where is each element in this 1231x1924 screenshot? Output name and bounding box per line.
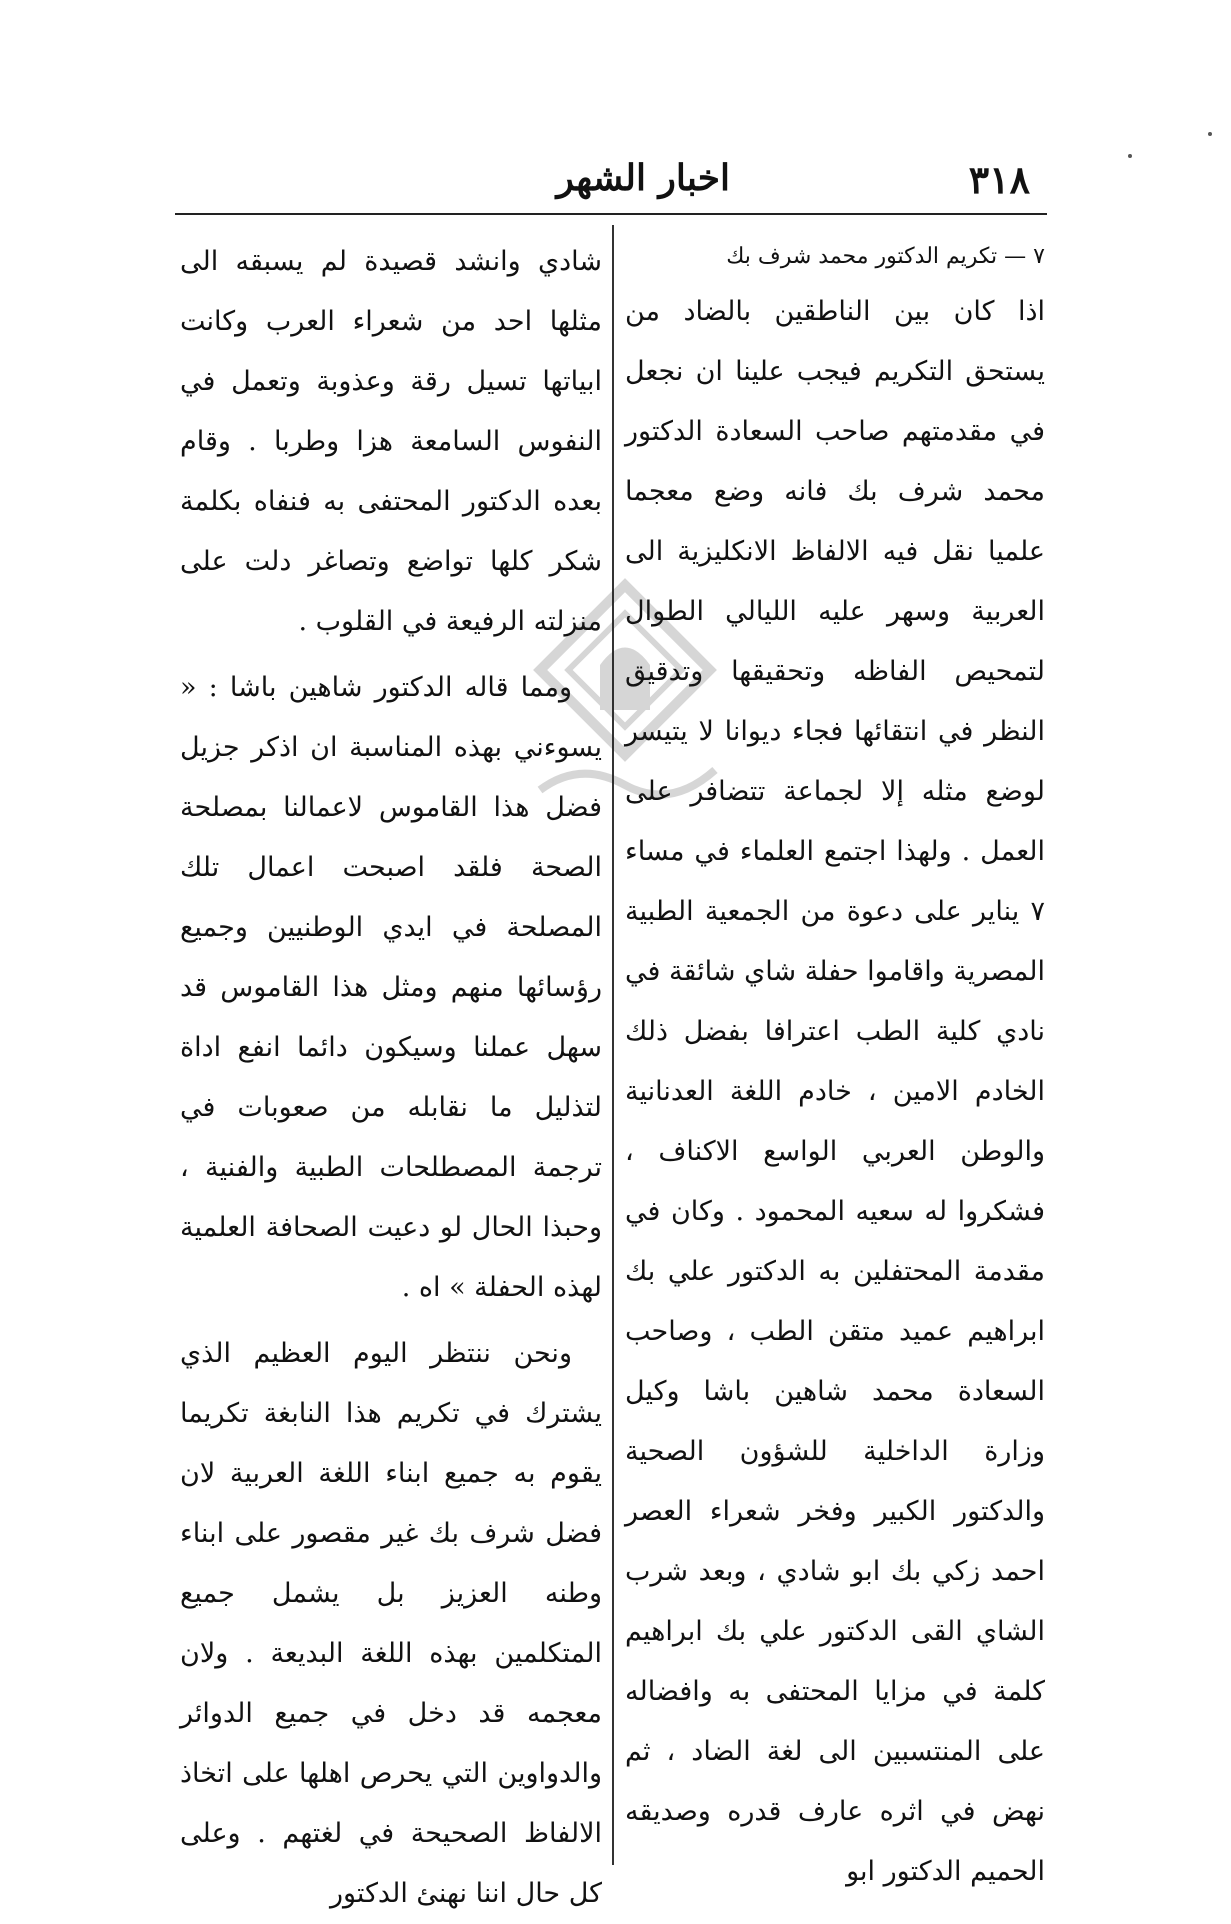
- right-column: [625, 232, 1045, 1902]
- right-column-text: اذا كان بين الناطقين بالضاد من يستحق التكريم فيجب علينا ان نجعل في مقدمتهم صاحب السعادة الدكتور محمد شرف بك فانه وضع معجما علميا نقل فيه الالفاظ الانكليزية الى العربية وسهر عليه الليالي الطوال لتمحيص الفاظه وتحقيقها وتدقيق النظر في انتقائها فجاء ديوانا لا يتيسر لوضع مثله إلا لجماعة تتضافر على العمل . ولهذا اجتمع العلماء في مساء ٧ يناير على دعوة من الجمعية الطبية المصرية واقاموا حفلة شاي شائقة في نادي كلية الطب اعترافا بفضل ذلك الخادم الامين ، خادم اللغة العدنانية والوطن العربي الواسع الاكناف ، فشكروا له سعيه المحمود . وكان في مقدمة المحتفلين به الدكتور علي بك ابراهيم عميد متقن الطب ، وصاحب السعادة محمد شاهين باشا وكيل وزارة الداخلية للشؤون الصحية والدكتور الكبير وفخر شعراء العصر احمد زكي بك ابو شادي ، وبعد شرب الشاي القى الدكتور علي بك ابراهيم كلمة في مزايا المحتفى به وافضاله على المنتسبين الى لغة الضاد ، ثم نهض في اثره عارف قدره وصديقه الحميم الدكتور ابو: [625, 296, 1045, 1887]
- page-number: ٣١٨: [968, 157, 1030, 202]
- library-seal-watermark: [520, 560, 730, 820]
- section-heading: ٧ — تكريم الدكتور محمد شرف بك: [726, 244, 1045, 269]
- page-header: [180, 155, 1030, 215]
- header-rule: [175, 213, 1047, 215]
- left-paragraph-1: شادي وانشد قصيدة لم يسبقه الى مثلها احد من شعراء العرب وكانت ابياتها تسيل رقة وعذوبة وتعمل في النفوس السامعة هزا وطربا . وقام بعده الدكتور المحتفى به فنفاه بكلمة شكر كلها تواضع وتصاغر دلت على منزلته الرفيعة في القلوب .: [180, 246, 602, 637]
- left-paragraph-2: ومما قاله الدكتور شاهين باشا : « يسوءني بهذه المناسبة ان اذكر جزيل فضل هذا القاموس لاعمالنا بمصلحة الصحة فلقد اصبحت اعمال تلك المصلحة في ايدي الوطنيين وجميع رؤسائها منهم ومثل هذا القاموس قد سهل عملنا وسيكون دائما انفع اداة لتذليل ما نقابله من صعوبات في ترجمة المصطلحات الطبية والفنية ، وحبذا الحال لو دعيت الصحافة العلمية لهذه الحفلة » اه .: [180, 672, 602, 1303]
- running-title: اخبار الشهر: [556, 157, 730, 199]
- scan-speck: [1128, 154, 1132, 158]
- left-column: [180, 232, 602, 1924]
- scan-speck: [1208, 132, 1212, 136]
- column-divider: [612, 225, 614, 1865]
- left-paragraph-3: ونحن ننتظر اليوم العظيم الذي يشترك في تكريم هذا النابغة تكريما يقوم به جميع ابناء اللغة العربية لان فضل شرف بك غير مقصور على ابناء وطنه العزيز بل يشمل جميع المتكلمين بهذه اللغة البديعة . ولان معجمه قد دخل في جميع الدوائر والدواوين التي يحرص اهلها على اتخاذ الالفاظ الصحيحة في لغتهم . وعلى كل حال اننا نهنئ الدكتور: [180, 1338, 602, 1909]
